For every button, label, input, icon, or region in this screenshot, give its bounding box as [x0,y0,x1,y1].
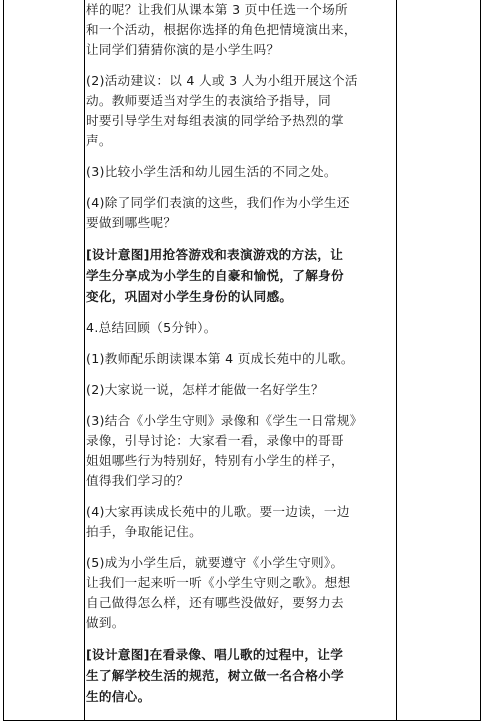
paragraph: (1)教师配乐朗读课本第 4 页成长苑中的儿歌。 [86,351,354,366]
design-intent-paragraph: [设计意图]在看录像、唱儿歌的过程中，让学 生了解学校生活的规范，树立做一名合格小学 生的信心。 [86,647,344,704]
design-intent-paragraph: [设计意图]用抢答游戏和表演游戏的方法，让 学生分享成为小学生的自豪和愉悦，了解身份 变化，巩固对小学生身份的认同感。 [86,247,344,304]
paragraph: (5)成为小学生后，就要遵守《小学生守则》。 让我们一起来听一听《小学生守则之歌》。想想 自己做得怎么样，还有哪些没做好，要努力去 做到。 [86,555,351,630]
section-heading: 4.总结回顾（5分钟）。 [86,320,217,335]
lesson-content [86,0,386,707]
paragraph: (4)大家再读成长苑中的儿歌。要一边读，一边 拍手，争取能记住。 [86,504,350,539]
paragraph: (2)活动建议：以 4 人或 3 人为小组开展这个活 动。教师要适当对学生的表演给予指导，同 时要引导学生对每组表演的同学给予热烈的掌 声。 [86,73,358,148]
paragraph: (2)大家说一说，怎样才能做一名好学生？ [86,382,324,397]
paragraph: (3)结合《小学生守则》录像和《学生一日常规》 录像，引导讨论：大家看一看，录像中的哥哥 姐姐哪些行为特别好，特别有小学生的样子， 值得我们学习的？ [86,413,363,488]
paragraph: (4)除了同学们表演的这些，我们作为小学生还 要做到哪些呢？ [86,195,350,230]
paragraph: 样的呢？让我们从课本第 3 页中任选一个场所 和一个活动，根据你选择的角色把情境演出来， 让同学们猜猜你演的是小学生吗？ [86,2,357,57]
paragraph: (3)比较小学生活和幼儿园生活的不同之处。 [86,164,337,179]
column-divider-right [396,0,397,720]
column-divider-left [84,0,85,720]
